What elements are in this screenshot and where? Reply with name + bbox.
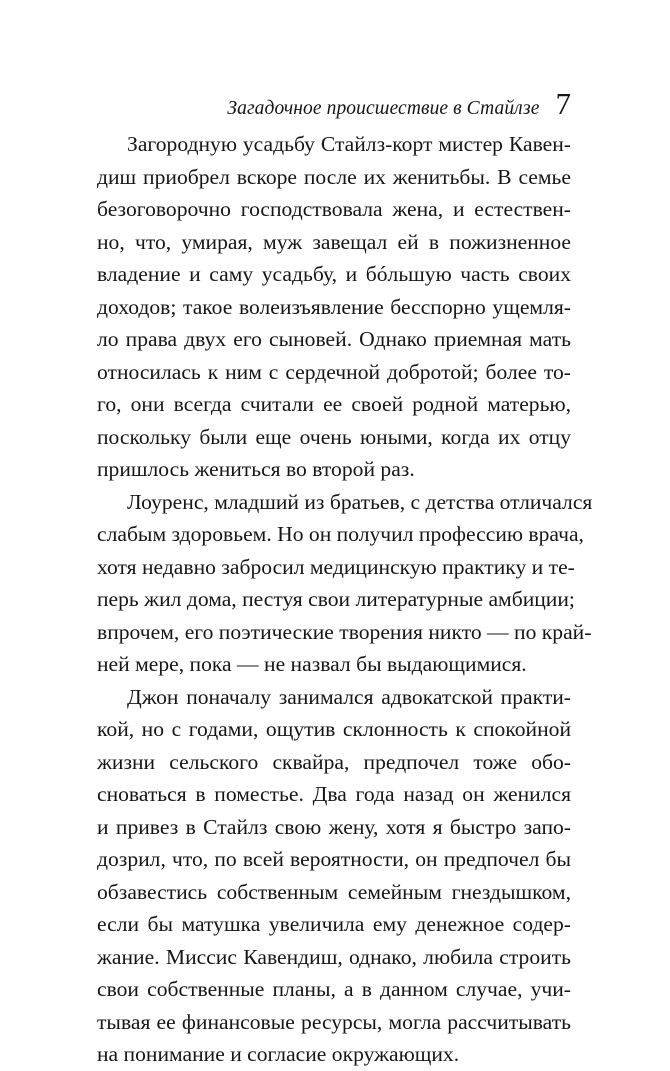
text-line: хотя недавно забросил медицинскую практику и те- <box>97 554 575 579</box>
text-line: относилась к ним с сердечной добротой; более то- <box>97 359 571 384</box>
text-line: ло права двух его сыновей. Однако приемная мать <box>97 327 571 351</box>
text-line: обзавестись собственным семейным гнездышком, <box>97 879 571 904</box>
text-line: владение и саму усадьбу, и бóльшую часть своих <box>97 262 571 286</box>
text-line: впрочем, его поэтические творения никто — по край- <box>97 619 592 644</box>
text-line: сноваться в поместье. Два года назад он женился <box>97 782 571 806</box>
text-line: перь жил дома, пестуя свои литературные амбиции; <box>97 587 575 611</box>
text-line: кой, но с годами, ощутив склонность к спокойной <box>97 717 571 741</box>
running-head <box>227 88 571 120</box>
page-number: 7 <box>555 86 571 121</box>
paragraph <box>97 681 571 1071</box>
text-line: если бы матушка увеличила ему денежное содер- <box>97 912 571 936</box>
text-line: тывая ее финансовые ресурсы, могла рассчитывать <box>97 1009 571 1034</box>
text-line: диш приобрел вскоре после их женитьбы. В семье <box>97 164 571 189</box>
text-line: свои собственные планы, а в данном случае, учи- <box>97 977 571 1001</box>
paragraph <box>97 486 593 681</box>
text-line: жизни сельского сквайра, предпочел тоже обо- <box>97 749 571 774</box>
paragraph <box>97 128 571 486</box>
text-line: дозрил, что, по всей вероятности, он предпочел бы <box>97 847 571 871</box>
text-line: Джон поначалу занимался адвокатской практи- <box>127 684 571 709</box>
text-line: Лоуренс, младший из братьев, с детства отличался <box>127 489 593 514</box>
text-line: доходов; такое волеизъявление бесспорно ущемля- <box>97 294 571 319</box>
text-line: ней мере, пока — не назвал бы выдающимися. <box>97 652 527 676</box>
text-line: поскольку были еще очень юными, когда их отцу <box>97 424 571 449</box>
text-line: слабым здоровьем. Но он получил профессию врача, <box>97 522 584 546</box>
text-line: го, они всегда считали ее своей родной матерью, <box>97 392 571 416</box>
running-title: Загадочное происшествие в Стайлзе <box>227 98 540 119</box>
text-line: пришлось жениться во второй раз. <box>97 457 415 481</box>
text-line: на понимание и согласие окружающих. <box>97 1042 460 1066</box>
text-line: жание. Миссис Кавендиш, однако, любила строить <box>97 944 571 969</box>
book-page <box>97 0 593 1066</box>
text-line: и привез в Стайлз свою жену, хотя я быстро запо- <box>97 814 571 839</box>
text-line: Загородную усадьбу Стайлз-корт мистер Кавен- <box>127 132 571 156</box>
text-line: безоговорочно господствовала жена, и естествен- <box>97 197 571 221</box>
text-line: но, что, умирая, муж завещал ей в пожизненное <box>97 229 571 254</box>
body-text <box>97 128 593 1071</box>
